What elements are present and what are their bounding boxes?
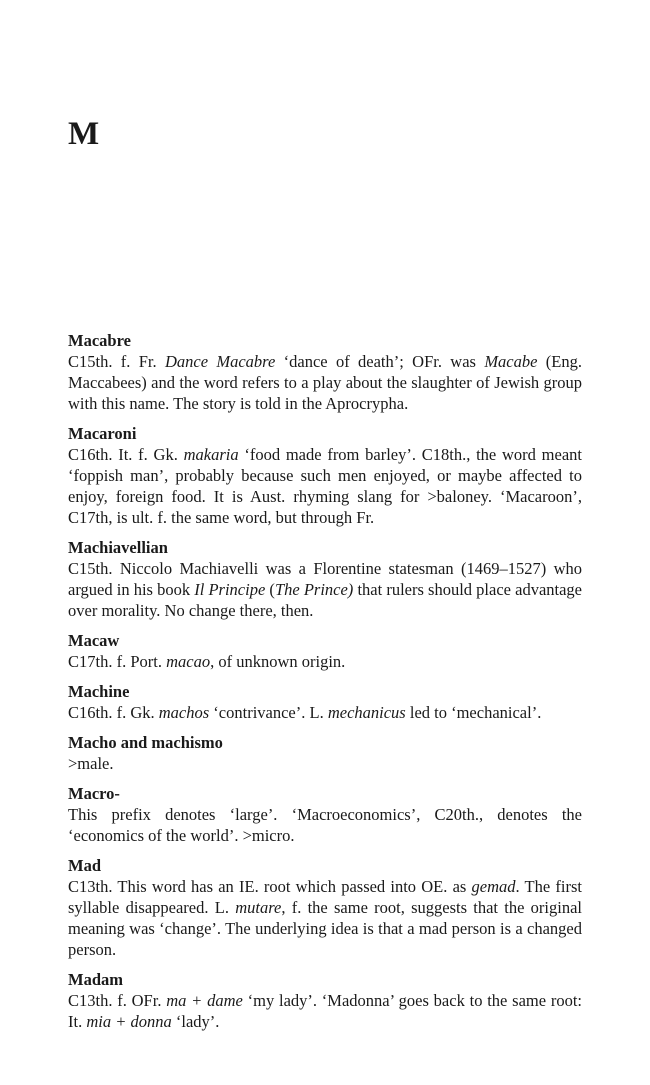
dictionary-entry bbox=[68, 855, 582, 960]
entry-headword: Mad bbox=[68, 856, 101, 875]
dictionary-entry bbox=[68, 783, 582, 846]
entry-headword: Macaroni bbox=[68, 424, 137, 443]
italic-term: Dance Macabre bbox=[164, 352, 276, 371]
definition-text: (Eng. Maccabees) and the word refers to a play about the slaughter of Jewish group with this name. The story is told in the Aprocrypha. bbox=[68, 352, 582, 413]
dictionary-entry bbox=[68, 681, 582, 723]
definition-text: , f. the same root, suggests that the original meaning was ‘change’. The underlying idea is that a mad person is a changed person. bbox=[68, 898, 582, 959]
definition-text: that rulers should place advantage over morality. No change there, then. bbox=[68, 580, 583, 620]
italic-term: ma + dame bbox=[166, 991, 243, 1010]
entry-definition bbox=[68, 351, 582, 414]
dictionary-entry bbox=[68, 969, 582, 1032]
definition-text: C13th. f. OFr. bbox=[68, 991, 167, 1010]
italic-term: The Prince) bbox=[274, 580, 354, 599]
entry-definition bbox=[68, 651, 582, 672]
entry-headword: Macaw bbox=[68, 631, 120, 650]
definition-text: C15th. Niccolo Machiavelli was a Florentine statesman (1469–1527) who argued in his book bbox=[68, 559, 582, 599]
dictionary-entry bbox=[68, 630, 582, 672]
entry-definition bbox=[68, 444, 582, 528]
definition-text: ( bbox=[265, 580, 275, 599]
definition-text: This prefix denotes ‘large’. ‘Macroeconomics’, C20th., denotes the ‘economics of the world’. >micro. bbox=[68, 805, 582, 845]
italic-term: macao bbox=[166, 652, 211, 671]
entry-definition bbox=[68, 558, 582, 621]
entry-headword: Madam bbox=[68, 970, 123, 989]
italic-term: Il Principe bbox=[194, 580, 266, 599]
definition-text: , of unknown origin. bbox=[210, 652, 346, 671]
entry-headword: Macho and machismo bbox=[68, 733, 223, 752]
dictionary-entry bbox=[68, 423, 582, 528]
definition-text: ‘lady’. bbox=[171, 1012, 220, 1031]
entry-definition bbox=[68, 753, 582, 774]
definition-text: C13th. This word has an IE. root which passed into OE. as bbox=[68, 877, 472, 896]
definition-text: ‘contrivance’. L. bbox=[209, 703, 328, 722]
definition-text: ‘dance of death’; OFr. was bbox=[275, 352, 485, 371]
definition-text: C16th. f. Gk. bbox=[68, 703, 159, 722]
italic-term: makaria bbox=[183, 445, 239, 464]
entry-headword: Macabre bbox=[68, 331, 131, 350]
entry-list bbox=[68, 330, 582, 1041]
entry-definition bbox=[68, 702, 582, 723]
italic-term: gemad bbox=[471, 877, 516, 896]
entry-definition bbox=[68, 804, 582, 846]
definition-text: C17th. f. Port. bbox=[68, 652, 167, 671]
dictionary-entry bbox=[68, 330, 582, 414]
dictionary-entry bbox=[68, 732, 582, 774]
definition-text: C15th. f. Fr. bbox=[68, 352, 165, 371]
italic-term: mutare bbox=[235, 898, 282, 917]
italic-term: machos bbox=[158, 703, 210, 722]
italic-term: mechanicus bbox=[327, 703, 406, 722]
definition-text: C16th. It. f. Gk. bbox=[68, 445, 184, 464]
entry-headword: Machiavellian bbox=[68, 538, 168, 557]
definition-text: >male. bbox=[68, 754, 114, 773]
entry-headword: Macro- bbox=[68, 784, 120, 803]
entry-headword: Machine bbox=[68, 682, 130, 701]
entry-definition bbox=[68, 876, 582, 960]
italic-term: Macabe bbox=[484, 352, 538, 371]
definition-text: led to ‘mechanical’. bbox=[405, 703, 542, 722]
definition-text: ‘my lady’. ‘Madonna’ goes back to the same root: It. bbox=[68, 991, 583, 1031]
chapter-letter: M bbox=[68, 116, 100, 152]
definition-text: ‘food made from barley’. C18th., the word meant ‘foppish man’, probably because such men enjoyed, or maybe affected to enjoy, foreign food. It is Aust. rhyming slang for >baloney. ‘Macaroon’, C17th, is ult. f. the same word, but through Fr. bbox=[68, 445, 582, 527]
entry-definition bbox=[68, 990, 582, 1032]
dictionary-entry bbox=[68, 537, 582, 621]
definition-text: . The first syllable disappeared. L. bbox=[68, 877, 582, 917]
italic-term: mia + donna bbox=[86, 1012, 172, 1031]
